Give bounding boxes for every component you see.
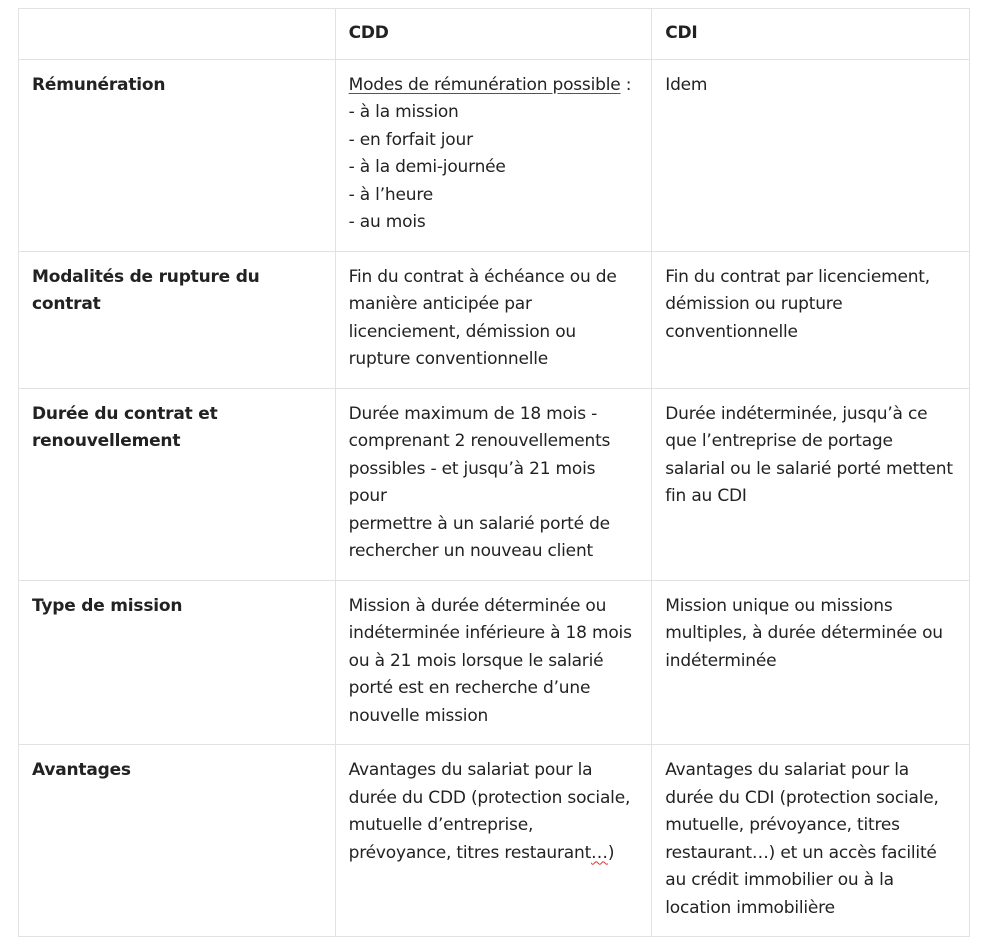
comparison-table [18, 8, 970, 937]
text-line: mutuelle d’entreprise, [348, 815, 534, 835]
text-line: licenciement, démission ou [348, 321, 576, 342]
text-line: Durée du contrat et [32, 403, 218, 424]
text-line: rechercher un nouveau client [348, 541, 593, 561]
text-line [349, 840, 639, 868]
text-line: Mission unique ou missions [665, 595, 893, 616]
text-line: mutuelle, prévoyance, titres [665, 815, 900, 835]
text-line: possibles - et jusqu’à 21 mois pour [348, 458, 596, 506]
remuneration-intro [349, 72, 639, 100]
text-line: multiples, à durée déterminée ou [665, 623, 943, 643]
cell-cdd-avantages [335, 745, 652, 937]
table-row [19, 59, 970, 251]
text-line: Mission à durée déterminée ou [348, 595, 607, 616]
text-line: fin au CDI [665, 486, 747, 506]
cell-cdd-rupture [335, 251, 652, 388]
text-line: Fin du contrat par licenciement, [665, 266, 930, 287]
text-line: que l’entreprise de portage [665, 431, 893, 451]
list-item: - à la demi-journée [348, 157, 506, 177]
text-line: indéterminée inférieure à 18 mois [348, 623, 632, 643]
spellcheck-marker: … [591, 842, 608, 863]
cell-cdd-duree [335, 388, 652, 580]
text-line: Durée indéterminée, jusqu’à ce [665, 403, 928, 424]
list-item: - à la mission [348, 102, 459, 122]
text-line: renouvellement [32, 431, 181, 451]
cell-cdi-rupture [652, 251, 970, 388]
cell-cdi-avantages [652, 745, 970, 937]
text-line: indéterminée [665, 650, 777, 671]
header-empty-cell [19, 9, 336, 60]
row-label-avantages: Avantages [19, 745, 336, 937]
text-line: Avantages du salariat pour la [665, 760, 910, 780]
text-line: comprenant 2 renouvellements [348, 431, 611, 451]
text-line: ou à 21 mois lorsque le salarié [348, 650, 604, 671]
cell-cdi-duree [652, 388, 970, 580]
cell-cdi-type-mission [652, 580, 970, 745]
cell-cdi-remuneration: Idem [652, 59, 970, 251]
cell-cdd-type-mission [335, 580, 652, 745]
row-label-remuneration: Rémunération [19, 59, 336, 251]
table-row [19, 745, 970, 937]
text-line: durée du CDD (protection sociale, [348, 787, 631, 808]
remuneration-intro-text: Modes de rémunération possible [348, 74, 621, 95]
text-line: rupture conventionnelle [348, 349, 549, 369]
table-header-row [19, 9, 970, 60]
text-line: durée du CDI (protection sociale, [665, 787, 939, 808]
text-line: nouvelle mission [348, 705, 489, 726]
text-line: location immobilière [665, 897, 835, 918]
table-row [19, 388, 970, 580]
text-fragment: prévoyance, titres restaurant [348, 842, 592, 863]
row-label-type-mission: Type de mission [19, 580, 336, 745]
text-line: manière anticipée par [348, 294, 532, 314]
text-fragment: ) [607, 842, 615, 863]
remuneration-intro-colon: : [620, 74, 632, 95]
cell-cdd-remuneration [335, 59, 652, 251]
text-line: conventionnelle [665, 321, 798, 342]
list-item: - à l’heure [348, 184, 433, 205]
header-cdi: CDI [652, 9, 970, 60]
table-row [19, 580, 970, 745]
text-line: au crédit immobilier ou à la [665, 870, 894, 890]
text-line: démission ou rupture [665, 294, 843, 314]
text-line: salarial ou le salarié porté mettent [665, 458, 953, 479]
row-label-duree [19, 388, 336, 580]
text-line: restaurant…) et un accès facilité [665, 842, 937, 863]
text-line: Fin du contrat à échéance ou de [348, 266, 617, 287]
header-cdd: CDD [335, 9, 652, 60]
table-row [19, 251, 970, 388]
list-item: - en forfait jour [348, 129, 473, 150]
text-line: Avantages du salariat pour la [348, 760, 593, 780]
list-item: - au mois [348, 212, 426, 232]
text-line: porté est en recherche d’une [348, 678, 591, 698]
text-line: permettre à un salarié porté de [348, 513, 610, 534]
row-label-rupture: Modalités de rupture du contrat [19, 251, 336, 388]
text-line: Durée maximum de 18 mois - [348, 403, 598, 424]
